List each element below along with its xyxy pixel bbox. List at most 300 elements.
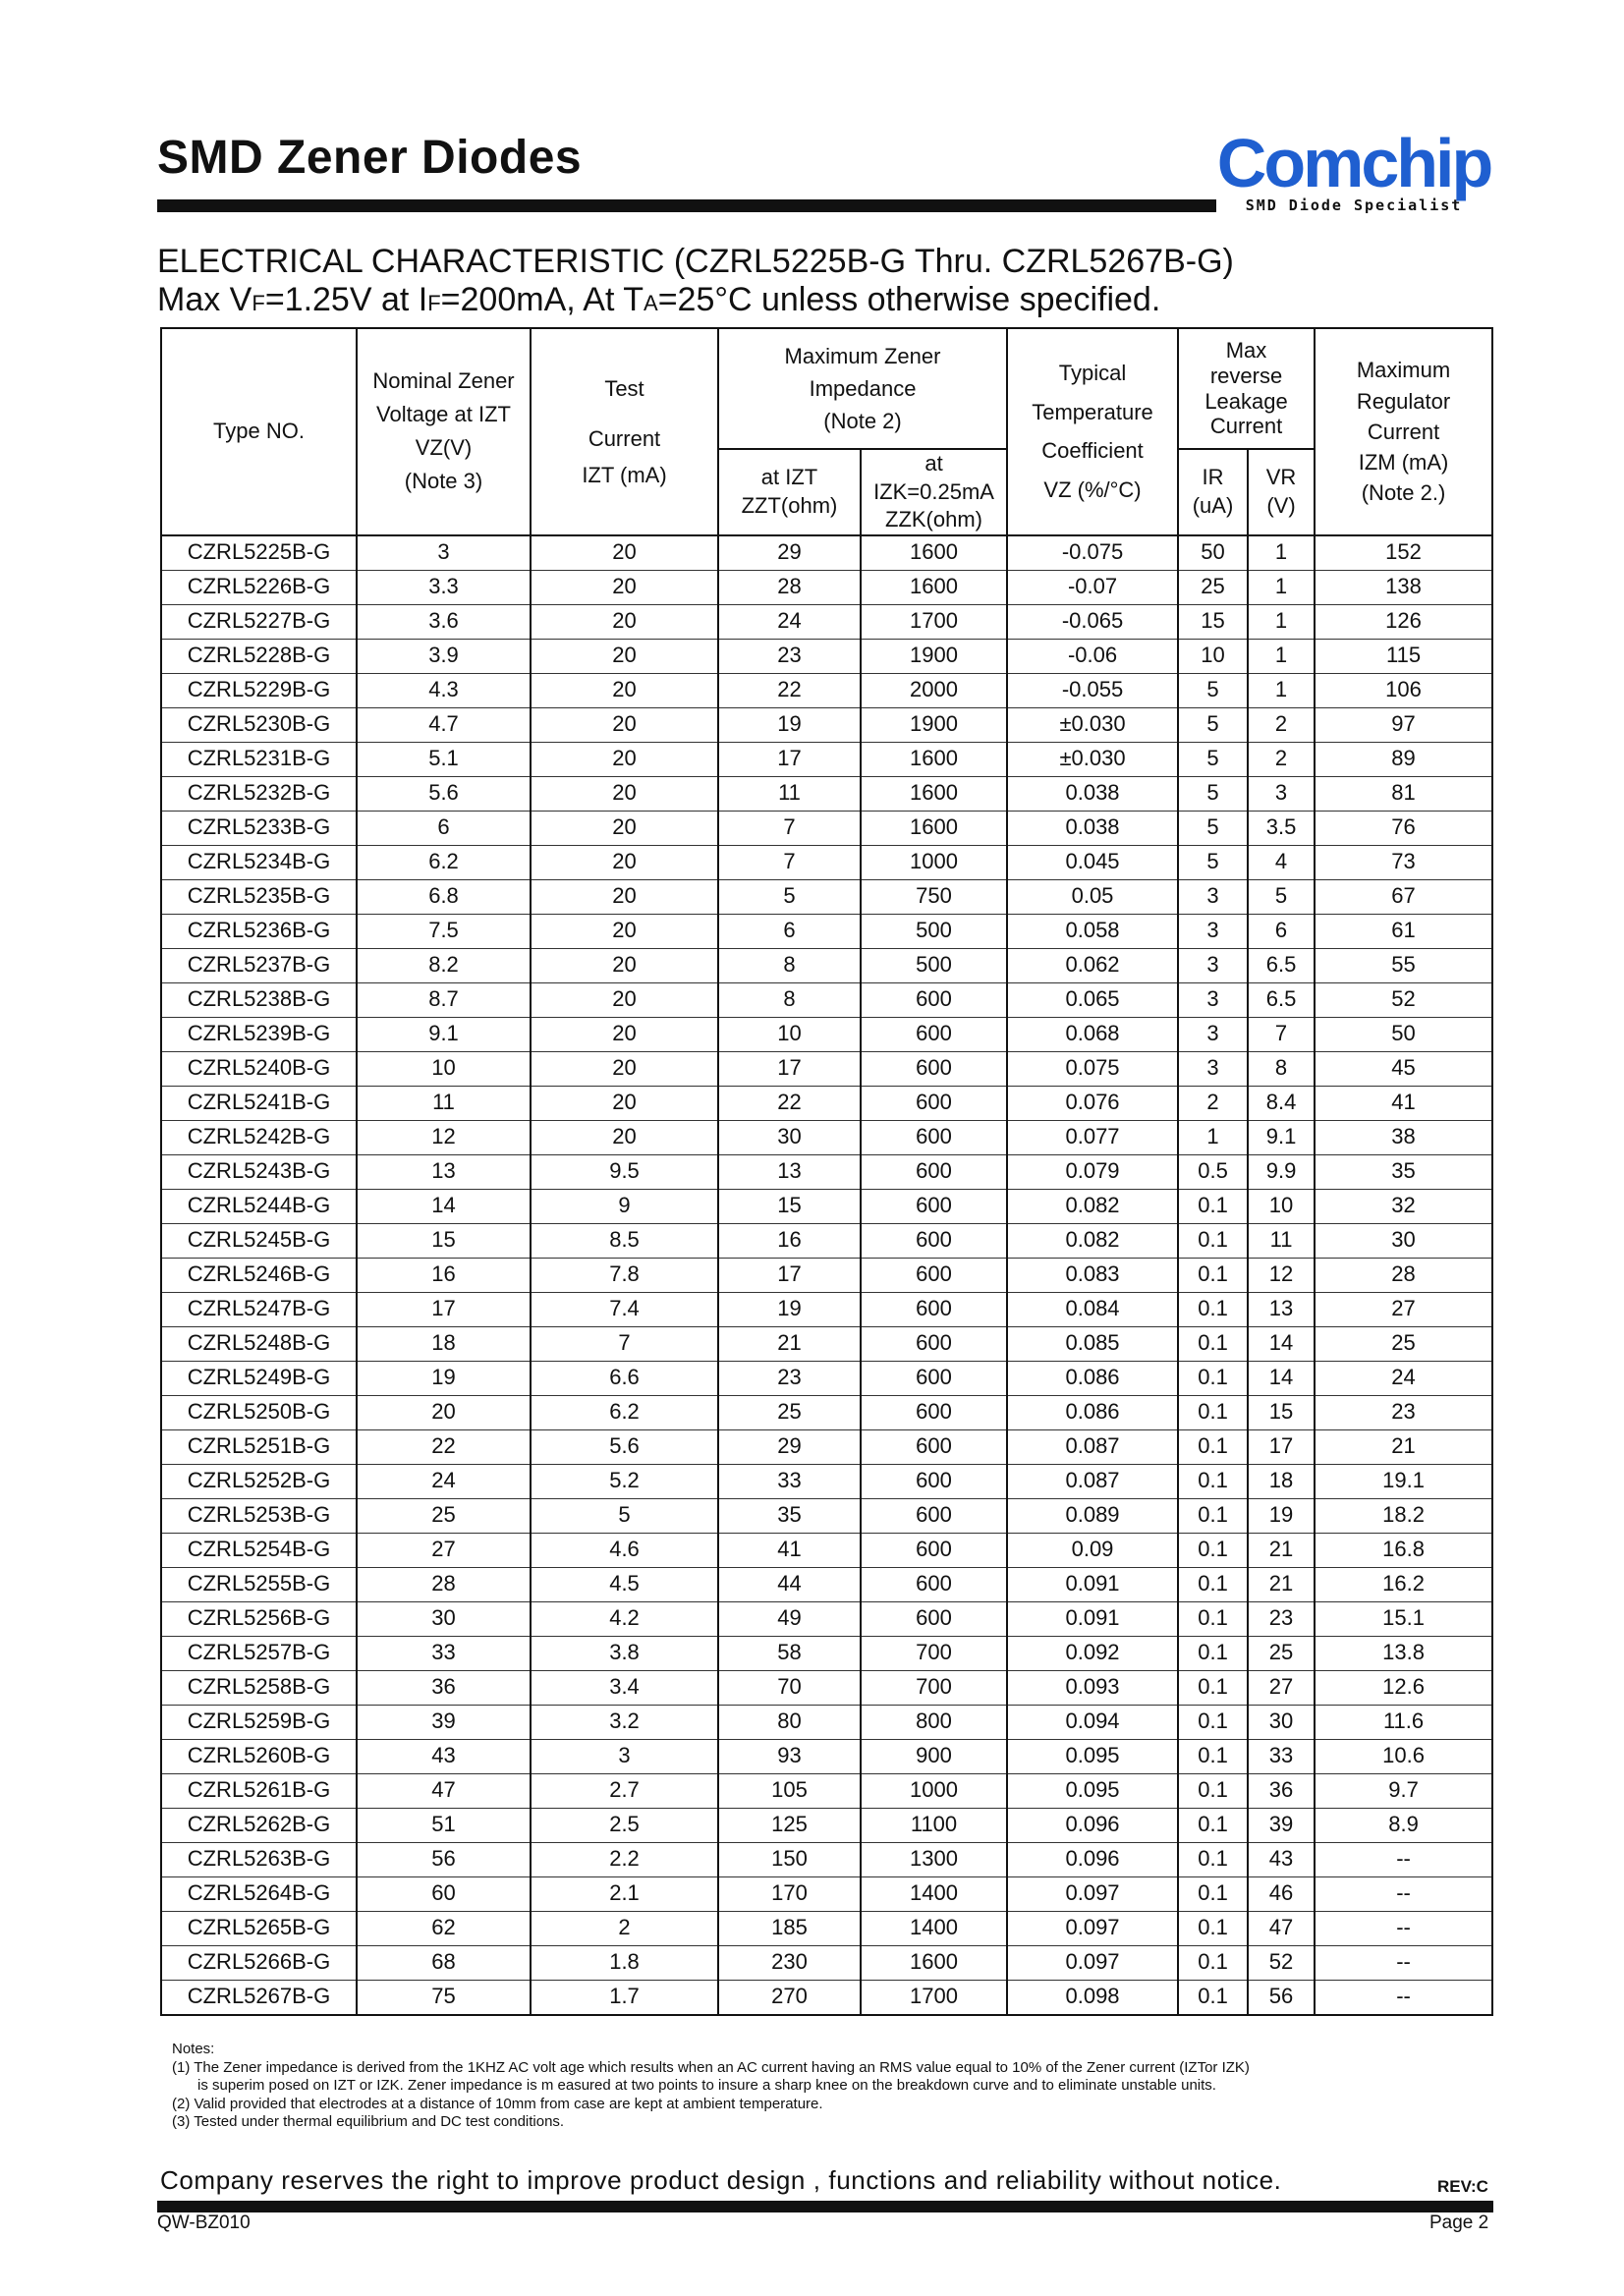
table-cell: 17 <box>357 1292 531 1326</box>
table-cell: 75 <box>357 1980 531 2015</box>
table-cell: 3 <box>1178 1017 1248 1051</box>
table-row <box>161 1429 1492 1464</box>
table-cell: 15 <box>1178 604 1248 639</box>
table-cell: 1100 <box>861 1808 1007 1842</box>
table-cell: 28 <box>718 570 861 604</box>
table-cell: CZRL5267B-G <box>161 1980 357 2015</box>
table-cell: 20 <box>531 776 718 811</box>
table-cell: 0.1 <box>1178 1670 1248 1705</box>
table-row <box>161 1017 1492 1051</box>
note-3: (3) Tested under thermal equilibrium and DC test conditions. <box>172 2113 565 2130</box>
table-row <box>161 1051 1492 1086</box>
table-cell: CZRL5233B-G <box>161 811 357 845</box>
table-cell: 0.075 <box>1007 1051 1178 1086</box>
table-cell: CZRL5244B-G <box>161 1189 357 1223</box>
table-cell: 600 <box>861 1223 1007 1258</box>
table-cell: 20 <box>531 1017 718 1051</box>
table-cell: 36 <box>357 1670 531 1705</box>
table-cell: 15 <box>357 1223 531 1258</box>
revision-label: REV:C <box>1437 2177 1488 2196</box>
disclaimer: Company reserves the right to improve product design , functions and reliability without notice. <box>160 2165 1282 2195</box>
table-cell: 0.086 <box>1007 1395 1178 1429</box>
table-cell: 230 <box>718 1945 861 1980</box>
table-cell: 3 <box>357 535 531 571</box>
table-cell: CZRL5226B-G <box>161 570 357 604</box>
table-cell: CZRL5256B-G <box>161 1601 357 1636</box>
table-cell: -0.065 <box>1007 604 1178 639</box>
table-cell: CZRL5248B-G <box>161 1326 357 1361</box>
table-row <box>161 1773 1492 1808</box>
header-test-current: Test Current IZT (mA) <box>531 328 718 535</box>
table-cell: 33 <box>718 1464 861 1498</box>
document-code: QW-BZ010 <box>157 2212 251 2233</box>
table-cell: 4.6 <box>531 1533 718 1567</box>
table-cell: 19 <box>357 1361 531 1395</box>
table-cell: 41 <box>718 1533 861 1567</box>
table-cell: 47 <box>357 1773 531 1808</box>
table-cell: 3.2 <box>531 1705 718 1739</box>
table-row <box>161 914 1492 948</box>
table-cell: 3 <box>1178 1051 1248 1086</box>
table-cell: 700 <box>861 1670 1007 1705</box>
table-cell: 0.091 <box>1007 1567 1178 1601</box>
table-cell: 600 <box>861 1326 1007 1361</box>
table-cell: 0.1 <box>1178 1464 1248 1498</box>
table-cell: 600 <box>861 1189 1007 1223</box>
table-cell: -0.075 <box>1007 535 1178 571</box>
table-cell: 1600 <box>861 811 1007 845</box>
table-row <box>161 982 1492 1017</box>
table-row <box>161 1120 1492 1154</box>
table-cell: 700 <box>861 1636 1007 1670</box>
table-cell: 55 <box>1315 948 1492 982</box>
table-cell: 0.5 <box>1178 1154 1248 1189</box>
table-cell: 30 <box>1248 1705 1315 1739</box>
table-cell: 18 <box>1248 1464 1315 1498</box>
table-row <box>161 1980 1492 2015</box>
table-row <box>161 1464 1492 1498</box>
table-cell: 23 <box>1248 1601 1315 1636</box>
table-cell: 0.083 <box>1007 1258 1178 1292</box>
table-row <box>161 1945 1492 1980</box>
table-cell: 6.2 <box>531 1395 718 1429</box>
table-cell: 8.7 <box>357 982 531 1017</box>
table-cell: 20 <box>531 1120 718 1154</box>
table-cell: 5 <box>1178 742 1248 776</box>
table-cell: 0.062 <box>1007 948 1178 982</box>
table-cell: 1700 <box>861 604 1007 639</box>
table-cell: 27 <box>357 1533 531 1567</box>
table-cell: 1000 <box>861 1773 1007 1808</box>
table-row <box>161 879 1492 914</box>
table-cell: 25 <box>718 1395 861 1429</box>
note-1: (1) The Zener impedance is derived from the 1KHZ AC volt age which results when an AC current having an RMS value equal to 10% of the Zener current (IZTor IZK) <box>172 2058 1250 2076</box>
table-cell: CZRL5245B-G <box>161 1223 357 1258</box>
table-cell: 60 <box>357 1876 531 1911</box>
table-cell: 1 <box>1178 1120 1248 1154</box>
table-cell: 20 <box>531 879 718 914</box>
table-cell: 1900 <box>861 707 1007 742</box>
table-cell: CZRL5249B-G <box>161 1361 357 1395</box>
table-cell: 9.7 <box>1315 1773 1492 1808</box>
table-cell: 3.8 <box>531 1636 718 1670</box>
table-cell: CZRL5247B-G <box>161 1292 357 1326</box>
table-cell: 0.1 <box>1178 1636 1248 1670</box>
table-cell: 3 <box>1178 914 1248 948</box>
table-cell: 600 <box>861 982 1007 1017</box>
table-cell: 1900 <box>861 639 1007 673</box>
table-cell: 1400 <box>861 1911 1007 1945</box>
table-cell: 20 <box>531 914 718 948</box>
table-cell: 49 <box>718 1601 861 1636</box>
table-cell: 0.085 <box>1007 1326 1178 1361</box>
table-cell: 3.9 <box>357 639 531 673</box>
table-cell: 106 <box>1315 673 1492 707</box>
table-cell: 30 <box>357 1601 531 1636</box>
table-row <box>161 1636 1492 1670</box>
table-cell: 600 <box>861 1395 1007 1429</box>
table-cell: 12 <box>357 1120 531 1154</box>
table-cell: 0.082 <box>1007 1223 1178 1258</box>
table-cell: CZRL5231B-G <box>161 742 357 776</box>
table-cell: 7.8 <box>531 1258 718 1292</box>
table-cell: 25 <box>357 1498 531 1533</box>
table-cell: 1000 <box>861 845 1007 879</box>
table-cell: ±0.030 <box>1007 742 1178 776</box>
table-cell: 27 <box>1248 1670 1315 1705</box>
table-cell: 2.1 <box>531 1876 718 1911</box>
table-cell: 0.1 <box>1178 1258 1248 1292</box>
table-cell: 3.3 <box>357 570 531 604</box>
table-cell: 270 <box>718 1980 861 2015</box>
table-cell: 23 <box>718 639 861 673</box>
table-cell: -- <box>1315 1842 1492 1876</box>
table-body <box>161 535 1492 2015</box>
table-cell: 600 <box>861 1258 1007 1292</box>
table-cell: 29 <box>718 535 861 571</box>
table-cell: 0.092 <box>1007 1636 1178 1670</box>
table-cell: 0.077 <box>1007 1120 1178 1154</box>
table-cell: 9.1 <box>1248 1120 1315 1154</box>
table-cell: 600 <box>861 1429 1007 1464</box>
table-cell: 13 <box>718 1154 861 1189</box>
table-cell: 800 <box>861 1705 1007 1739</box>
table-cell: 9 <box>531 1189 718 1223</box>
table-cell: 7.5 <box>357 914 531 948</box>
table-cell: 10 <box>1248 1189 1315 1223</box>
header-vr: VR (V) <box>1248 449 1315 535</box>
table-row <box>161 1911 1492 1945</box>
table-cell: 0.1 <box>1178 1326 1248 1361</box>
table-row <box>161 535 1492 571</box>
table-cell: 10 <box>357 1051 531 1086</box>
table-cell: 0.097 <box>1007 1911 1178 1945</box>
table-cell: 9.5 <box>531 1154 718 1189</box>
table-cell: 0.038 <box>1007 811 1178 845</box>
table-row <box>161 742 1492 776</box>
table-cell: 7 <box>718 845 861 879</box>
table-cell: 11 <box>718 776 861 811</box>
table-cell: 0.1 <box>1178 1567 1248 1601</box>
table-cell: 35 <box>1315 1154 1492 1189</box>
table-cell: 13 <box>1248 1292 1315 1326</box>
table-cell: 0.065 <box>1007 982 1178 1017</box>
table-cell: 6 <box>357 811 531 845</box>
table-cell: 600 <box>861 1120 1007 1154</box>
table-cell: 24 <box>718 604 861 639</box>
test-condition-line: Max VF=1.25V at IF=200mA, At TA=25°C unless otherwise specified. <box>157 281 1161 318</box>
table-cell: ±0.030 <box>1007 707 1178 742</box>
table-cell: -- <box>1315 1911 1492 1945</box>
table-cell: 25 <box>1315 1326 1492 1361</box>
table-cell: 21 <box>1315 1429 1492 1464</box>
table-cell: 14 <box>357 1189 531 1223</box>
table-cell: 600 <box>861 1361 1007 1395</box>
table-row <box>161 1601 1492 1636</box>
table-row <box>161 639 1492 673</box>
table-cell: CZRL5240B-G <box>161 1051 357 1086</box>
table-cell: 8.9 <box>1315 1808 1492 1842</box>
table-cell: 30 <box>718 1120 861 1154</box>
table-cell: 600 <box>861 1154 1007 1189</box>
table-cell: CZRL5230B-G <box>161 707 357 742</box>
table-cell: 7.4 <box>531 1292 718 1326</box>
table-cell: 0.1 <box>1178 1842 1248 1876</box>
table-cell: 2000 <box>861 673 1007 707</box>
table-row <box>161 1154 1492 1189</box>
table-cell: 0.079 <box>1007 1154 1178 1189</box>
table-cell: 750 <box>861 879 1007 914</box>
table-cell: 4 <box>1248 845 1315 879</box>
table-cell: 56 <box>357 1842 531 1876</box>
table-cell: 170 <box>718 1876 861 1911</box>
table-cell: 0.082 <box>1007 1189 1178 1223</box>
table-cell: 0.097 <box>1007 1876 1178 1911</box>
table-cell: CZRL5237B-G <box>161 948 357 982</box>
table-cell: 19.1 <box>1315 1464 1492 1498</box>
note-2: (2) Valid provided that electrodes at a distance of 10mm from case are kept at ambient temperature. <box>172 2095 823 2112</box>
characteristic-title: ELECTRICAL CHARACTERISTIC (CZRL5225B-G Thru. CZRL5267B-G) <box>157 243 1234 280</box>
table-cell: CZRL5239B-G <box>161 1017 357 1051</box>
table-cell: 0.089 <box>1007 1498 1178 1533</box>
table-cell: 80 <box>718 1705 861 1739</box>
table-cell: 5.6 <box>357 776 531 811</box>
header-zzt: at IZT ZZT(ohm) <box>718 449 861 535</box>
table-cell: 0.1 <box>1178 1533 1248 1567</box>
table-cell: 13.8 <box>1315 1636 1492 1670</box>
table-cell: 25 <box>1178 570 1248 604</box>
table-cell: 27 <box>1315 1292 1492 1326</box>
table-cell: 10.6 <box>1315 1739 1492 1773</box>
table-cell: 5 <box>1178 776 1248 811</box>
table-cell: 1600 <box>861 776 1007 811</box>
table-cell: CZRL5265B-G <box>161 1911 357 1945</box>
table-cell: 39 <box>357 1705 531 1739</box>
table-row <box>161 1258 1492 1292</box>
table-cell: 0.1 <box>1178 1498 1248 1533</box>
header-temperature-coefficient: Typical Temperature Coefficient VZ (%/°C) <box>1007 328 1178 535</box>
table-row <box>161 1189 1492 1223</box>
table-row <box>161 948 1492 982</box>
table-cell: 0.1 <box>1178 1911 1248 1945</box>
table-cell: 14 <box>1248 1361 1315 1395</box>
table-row <box>161 604 1492 639</box>
table-cell: 4.3 <box>357 673 531 707</box>
table-cell: 1.7 <box>531 1980 718 2015</box>
table-cell: 30 <box>1315 1223 1492 1258</box>
table-cell: 0.1 <box>1178 1980 1248 2015</box>
table-cell: 33 <box>357 1636 531 1670</box>
header-max-regulator-current: Maximum Regulator Current IZM (mA) (Note 2.) <box>1315 328 1492 535</box>
table-cell: 20 <box>531 1051 718 1086</box>
table-cell: 3.5 <box>1248 811 1315 845</box>
table-cell: 21 <box>1248 1567 1315 1601</box>
table-cell: 20 <box>531 742 718 776</box>
table-cell: 10 <box>1178 639 1248 673</box>
table-cell: 16 <box>357 1258 531 1292</box>
table-cell: 20 <box>531 845 718 879</box>
table-cell: 36 <box>1248 1773 1315 1808</box>
table-cell: 105 <box>718 1773 861 1808</box>
table-cell: 2.2 <box>531 1842 718 1876</box>
table-cell: 14 <box>1248 1326 1315 1361</box>
table-cell: -- <box>1315 1980 1492 2015</box>
table-cell: 138 <box>1315 570 1492 604</box>
table-cell: 5 <box>1248 879 1315 914</box>
table-cell: 0.1 <box>1178 1361 1248 1395</box>
logo-wordmark: Comchip <box>1216 125 1491 201</box>
table-row <box>161 1361 1492 1395</box>
table-cell: 39 <box>1248 1808 1315 1842</box>
table-cell: 1700 <box>861 1980 1007 2015</box>
table-cell: 61 <box>1315 914 1492 948</box>
table-cell: 25 <box>1248 1636 1315 1670</box>
table-cell: 20 <box>531 948 718 982</box>
table-cell: 0.094 <box>1007 1705 1178 1739</box>
table-cell: 0.095 <box>1007 1773 1178 1808</box>
table-cell: 0.1 <box>1178 1189 1248 1223</box>
table-row <box>161 1326 1492 1361</box>
table-cell: CZRL5253B-G <box>161 1498 357 1533</box>
table-cell: CZRL5236B-G <box>161 914 357 948</box>
table-cell: CZRL5235B-G <box>161 879 357 914</box>
table-cell: 22 <box>718 1086 861 1120</box>
table-cell: 1400 <box>861 1876 1007 1911</box>
table-cell: 0.09 <box>1007 1533 1178 1567</box>
table-cell: 1 <box>1248 673 1315 707</box>
table-cell: 0.068 <box>1007 1017 1178 1051</box>
table-cell: 35 <box>718 1498 861 1533</box>
table-cell: 0.091 <box>1007 1601 1178 1636</box>
table-row <box>161 1395 1492 1429</box>
table-cell: 6.6 <box>531 1361 718 1395</box>
table-row <box>161 1292 1492 1326</box>
table-row <box>161 776 1492 811</box>
table-cell: 3.6 <box>357 604 531 639</box>
logo-tagline: SMD Diode Specialist <box>1245 196 1463 214</box>
table-cell: CZRL5263B-G <box>161 1842 357 1876</box>
table-cell: 93 <box>718 1739 861 1773</box>
header-nominal-zener-voltage: Nominal Zener Voltage at IZT VZ(V) (Note 3) <box>357 328 531 535</box>
table-cell: 8.2 <box>357 948 531 982</box>
table-cell: 17 <box>718 1258 861 1292</box>
table-cell: 16.8 <box>1315 1533 1492 1567</box>
table-cell: CZRL5227B-G <box>161 604 357 639</box>
table-cell: 125 <box>718 1808 861 1842</box>
table-cell: 0.087 <box>1007 1429 1178 1464</box>
table-cell: 126 <box>1315 604 1492 639</box>
table-cell: 28 <box>357 1567 531 1601</box>
notes-section <box>172 2041 1449 2132</box>
table-cell: 17 <box>718 742 861 776</box>
table-cell: 19 <box>1248 1498 1315 1533</box>
table-cell: 56 <box>1248 1980 1315 2015</box>
header-reverse-leakage-current: Max reverse Leakage Current <box>1178 328 1315 449</box>
table-cell: -0.055 <box>1007 673 1178 707</box>
table-cell: CZRL5266B-G <box>161 1945 357 1980</box>
table-cell: 0.084 <box>1007 1292 1178 1326</box>
table-cell: 51 <box>357 1808 531 1842</box>
table-cell: 4.5 <box>531 1567 718 1601</box>
table-cell: 9.9 <box>1248 1154 1315 1189</box>
table-cell: 47 <box>1248 1911 1315 1945</box>
table-row <box>161 811 1492 845</box>
table-cell: CZRL5238B-G <box>161 982 357 1017</box>
table-cell: 5 <box>531 1498 718 1533</box>
table-cell: 6 <box>718 914 861 948</box>
table-row <box>161 1808 1492 1842</box>
table-cell: CZRL5262B-G <box>161 1808 357 1842</box>
table-cell: 600 <box>861 1498 1007 1533</box>
table-cell: 10 <box>718 1017 861 1051</box>
table-cell: 29 <box>718 1429 861 1464</box>
table-cell: 2 <box>531 1911 718 1945</box>
table-cell: 20 <box>531 604 718 639</box>
table-cell: 600 <box>861 1533 1007 1567</box>
table-cell: 20 <box>531 639 718 673</box>
table-cell: 2 <box>1248 742 1315 776</box>
table-cell: 8.5 <box>531 1223 718 1258</box>
table-cell: 500 <box>861 948 1007 982</box>
table-cell: 20 <box>531 570 718 604</box>
table-cell: 7 <box>718 811 861 845</box>
table-cell: 13 <box>357 1154 531 1189</box>
table-cell: 5 <box>1178 673 1248 707</box>
header-type-no: Type NO. <box>161 328 357 535</box>
table-cell: 23 <box>718 1361 861 1395</box>
page-number: Page 2 <box>1429 2212 1489 2233</box>
table-cell: CZRL5242B-G <box>161 1120 357 1154</box>
table-cell: 81 <box>1315 776 1492 811</box>
table-cell: 6.5 <box>1248 948 1315 982</box>
table-cell: 1300 <box>861 1842 1007 1876</box>
table-cell: 19 <box>718 707 861 742</box>
table-cell: CZRL5252B-G <box>161 1464 357 1498</box>
table-cell: 11.6 <box>1315 1705 1492 1739</box>
table-cell: 0.1 <box>1178 1808 1248 1842</box>
table-cell: 0.1 <box>1178 1773 1248 1808</box>
table-cell: 24 <box>357 1464 531 1498</box>
table-cell: 45 <box>1315 1051 1492 1086</box>
table-cell: 5 <box>1178 845 1248 879</box>
table-cell: 52 <box>1248 1945 1315 1980</box>
table-cell: 20 <box>531 1086 718 1120</box>
table-cell: 3 <box>531 1739 718 1773</box>
table-cell: 2.5 <box>531 1808 718 1842</box>
notes-heading: Notes: <box>172 2041 215 2057</box>
table-cell: 20 <box>531 535 718 571</box>
table-cell: 185 <box>718 1911 861 1945</box>
